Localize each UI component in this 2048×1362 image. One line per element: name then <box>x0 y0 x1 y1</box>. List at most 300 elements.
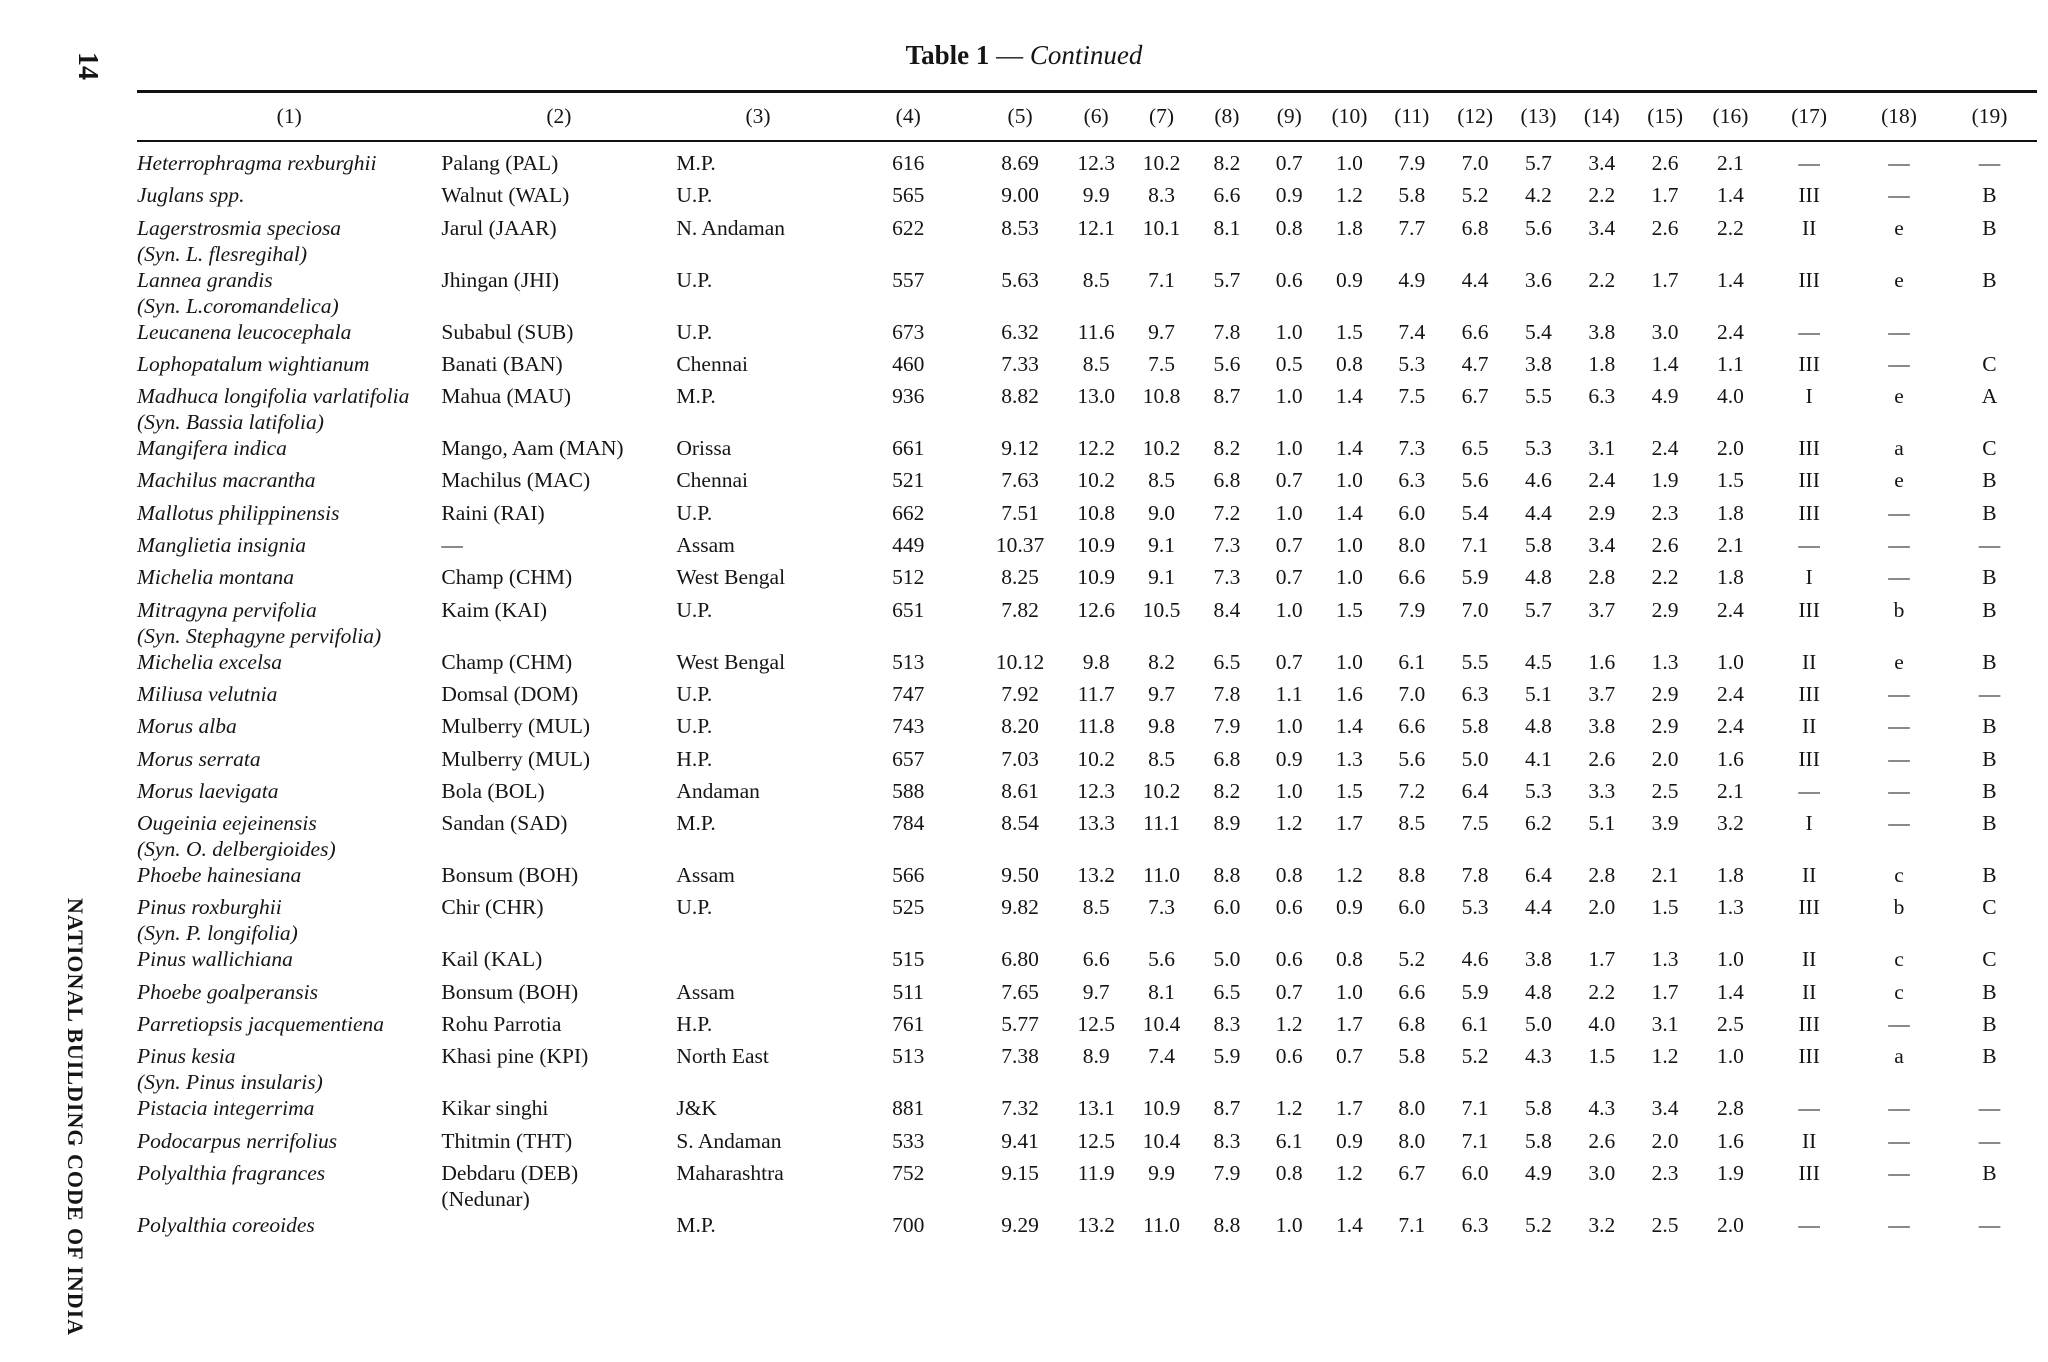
value-cell-col-9: 1.2 <box>1275 1096 1303 1121</box>
value-cell-col-15: 2.6 <box>1651 215 1679 240</box>
value-cell-col-6: 13.1 <box>1077 1096 1115 1121</box>
value-cell-col-13: 4.4 <box>1525 895 1552 920</box>
value-cell-col-6: 12.5 <box>1077 1012 1115 1037</box>
locality-cell: Assam <box>676 533 735 558</box>
value-cell-col-17: III <box>1798 746 1820 771</box>
value-cell-col-6: 12.2 <box>1077 436 1115 461</box>
species-name: Leucanena leucocephala <box>137 319 352 344</box>
value-cell-col-16: 3.2 <box>1717 811 1744 836</box>
column-header-16: (16) <box>1712 103 1749 128</box>
value-cell-col-19: — <box>1978 1212 2001 1237</box>
value-cell-col-4: 449 <box>892 533 925 558</box>
value-cell-col-15: 2.3 <box>1651 500 1679 525</box>
value-cell-col-15: 2.0 <box>1651 746 1679 771</box>
value-cell-col-17: III <box>1798 500 1820 525</box>
trade-name-cell <box>441 649 676 681</box>
table-row <box>137 267 2035 319</box>
value-cell-col-19: B <box>1982 215 1997 240</box>
value-cell-col-6: 11.9 <box>1077 1160 1115 1185</box>
value-cell-col-11: 6.6 <box>1398 565 1426 590</box>
value-cell-col-10: 1.0 <box>1336 151 1363 175</box>
table-row <box>137 649 2035 681</box>
trade-name-cell <box>441 1095 676 1127</box>
trade-name-cell <box>441 564 676 596</box>
value-cell-col-14: 2.0 <box>1588 895 1616 920</box>
value-cell-col-13: 4.4 <box>1525 500 1552 525</box>
trade-name: Bonsum (BOH) <box>441 979 579 1004</box>
value-cell-col-19: — <box>1978 1096 2001 1121</box>
value-cell-col-5: 9.50 <box>1001 863 1039 888</box>
locality-cell: M.P. <box>676 151 716 175</box>
value-cell-col-17: III <box>1798 468 1820 493</box>
locality-cell: U.P. <box>676 319 713 344</box>
column-header-18: (18) <box>1881 103 1917 128</box>
value-cell-col-5: 5.77 <box>1001 1012 1039 1037</box>
species-cell <box>137 746 441 778</box>
value-cell-col-7: 7.3 <box>1148 895 1175 920</box>
value-cell-col-18: e <box>1894 468 1904 493</box>
value-cell-col-17: — <box>1798 1096 1820 1121</box>
trade-name-cell <box>441 467 676 499</box>
value-cell-col-15: 3.4 <box>1651 1096 1679 1121</box>
value-cell-col-19: C <box>1982 895 1997 920</box>
value-cell-col-11: 4.9 <box>1398 267 1426 292</box>
trade-name: Khasi pine (KPI) <box>441 1044 589 1069</box>
value-cell-col-15: 2.5 <box>1651 778 1679 803</box>
locality-cell: Assam <box>676 863 735 888</box>
species-name: Michelia montana <box>137 565 295 590</box>
value-cell-col-12: 7.1 <box>1461 1128 1489 1153</box>
species-name: Juglans spp. <box>137 183 245 208</box>
value-cell-col-7: 5.6 <box>1148 947 1175 972</box>
value-cell-col-5: 9.12 <box>1001 436 1039 461</box>
value-cell-col-14: 1.7 <box>1588 947 1616 972</box>
value-cell-col-17: I <box>1805 565 1813 590</box>
value-cell-col-7: 10.4 <box>1142 1012 1181 1037</box>
value-cell-col-10: 1.5 <box>1336 597 1363 622</box>
value-cell-col-10: 1.2 <box>1336 183 1363 208</box>
value-cell-col-11: 6.6 <box>1398 714 1426 739</box>
value-cell-col-14: 4.3 <box>1588 1096 1616 1121</box>
species-cell <box>137 1212 441 1244</box>
value-cell-col-16: 2.1 <box>1717 151 1744 175</box>
table-row <box>137 467 2035 499</box>
value-cell-col-17: II <box>1801 649 1817 674</box>
value-cell-col-11: 7.9 <box>1398 597 1426 622</box>
trade-name: Champ (CHM) <box>441 565 573 590</box>
value-cell-col-13: 4.5 <box>1525 649 1552 674</box>
value-cell-col-9: 0.8 <box>1275 215 1303 240</box>
species-data-table <box>137 96 2035 1244</box>
value-cell-col-14: 2.2 <box>1588 267 1616 292</box>
value-cell-col-11: 8.0 <box>1398 1128 1426 1153</box>
species-name: Ougeinia eejeinensis <box>137 811 317 836</box>
value-cell-col-17: III <box>1798 895 1820 920</box>
value-cell-col-5: 8.25 <box>1001 565 1039 590</box>
value-cell-col-10: 1.7 <box>1336 1096 1363 1121</box>
value-cell-col-19: B <box>1982 778 1997 803</box>
value-cell-col-17: II <box>1801 215 1817 240</box>
value-cell-col-12: 6.3 <box>1461 1212 1489 1237</box>
value-cell-col-7: 7.1 <box>1148 267 1175 292</box>
value-cell-col-15: 1.7 <box>1651 979 1679 1004</box>
species-name: Mangifera indica <box>137 436 287 461</box>
value-cell-col-14: 2.8 <box>1588 863 1616 888</box>
value-cell-col-6: 8.5 <box>1082 351 1110 376</box>
table-row <box>137 979 2035 1011</box>
value-cell-col-12: 5.9 <box>1461 565 1489 590</box>
value-cell-col-8: 5.9 <box>1213 1044 1241 1069</box>
value-cell-col-14: 2.2 <box>1588 183 1616 208</box>
value-cell-col-7: 8.5 <box>1148 746 1175 771</box>
value-cell-col-19: B <box>1982 979 1997 1004</box>
value-cell-col-15: 2.5 <box>1651 1212 1679 1237</box>
table-row <box>137 215 2035 267</box>
value-cell-col-4: 784 <box>892 811 925 836</box>
value-cell-col-4: 936 <box>892 384 925 409</box>
value-cell-col-7: 11.1 <box>1143 811 1180 836</box>
species-name: Madhuca longifolia varlatifolia <box>137 384 410 409</box>
table-row <box>137 778 2035 810</box>
value-cell-col-7: 9.8 <box>1148 714 1175 739</box>
value-cell-col-10: 0.8 <box>1336 947 1363 972</box>
table-row <box>137 351 2035 383</box>
value-cell-col-8: 8.7 <box>1213 384 1241 409</box>
value-cell-col-14: 3.8 <box>1588 319 1616 344</box>
value-cell-col-12: 5.9 <box>1461 979 1489 1004</box>
value-cell-col-6: 8.9 <box>1082 1044 1110 1069</box>
value-cell-col-17: — <box>1798 319 1820 344</box>
value-cell-col-14: 3.2 <box>1588 1212 1616 1237</box>
value-cell-col-12: 4.7 <box>1461 351 1489 376</box>
locality-cell: West Bengal <box>676 565 786 590</box>
value-cell-col-19: B <box>1982 267 1997 292</box>
trade-name: Rohu Parrotia <box>441 1012 562 1037</box>
locality-cell: U.P. <box>676 183 713 208</box>
value-cell-col-7: 9.1 <box>1148 565 1175 590</box>
value-cell-col-12: 5.4 <box>1461 500 1489 525</box>
value-cell-col-6: 13.2 <box>1077 863 1115 888</box>
value-cell-col-11: 6.6 <box>1398 979 1426 1004</box>
species-cell <box>137 810 441 862</box>
value-cell-col-6: 11.7 <box>1077 681 1115 706</box>
value-cell-col-9: 1.0 <box>1275 1212 1303 1237</box>
table-row <box>137 810 2035 862</box>
locality-cell: U.P. <box>676 895 713 920</box>
value-cell-col-17: I <box>1805 811 1813 836</box>
locality-cell: U.P. <box>676 500 713 525</box>
value-cell-col-9: 1.0 <box>1275 714 1303 739</box>
locality-cell: North East <box>676 1044 769 1069</box>
locality-cell: Chennai <box>676 468 748 493</box>
value-cell-col-7: 10.2 <box>1142 436 1181 461</box>
value-cell-col-7: 10.2 <box>1142 151 1181 175</box>
value-cell-col-19: A <box>1981 384 1998 409</box>
value-cell-col-17: III <box>1798 1160 1820 1185</box>
value-cell-col-7: 9.7 <box>1148 319 1175 344</box>
value-cell-col-19: B <box>1982 500 1997 525</box>
trade-name: Mulberry (MUL) <box>441 714 591 739</box>
value-cell-col-11: 8.5 <box>1398 811 1426 836</box>
value-cell-col-8: 8.7 <box>1213 1096 1241 1121</box>
value-cell-col-8: 8.2 <box>1213 151 1241 175</box>
value-cell-col-19: B <box>1982 183 1997 208</box>
value-cell-col-15: 1.9 <box>1651 468 1679 493</box>
value-cell-col-17: — <box>1798 533 1820 558</box>
value-cell-col-7: 8.2 <box>1148 649 1175 674</box>
value-cell-col-18: e <box>1894 215 1904 240</box>
value-cell-col-16: 2.1 <box>1717 778 1744 803</box>
value-cell-col-7: 10.8 <box>1142 384 1181 409</box>
value-cell-col-10: 1.3 <box>1336 746 1363 771</box>
value-cell-col-6: 10.2 <box>1077 746 1115 771</box>
value-cell-col-5: 9.00 <box>1001 183 1039 208</box>
value-cell-col-9: 0.5 <box>1275 351 1303 376</box>
table-row <box>137 1043 2035 1095</box>
value-cell-col-9: 0.7 <box>1275 649 1303 674</box>
value-cell-col-12: 6.7 <box>1461 384 1489 409</box>
table-top-rule <box>137 90 2037 93</box>
value-cell-col-17: III <box>1798 183 1820 208</box>
species-cell <box>137 1011 441 1043</box>
value-cell-col-19: B <box>1982 1160 1997 1185</box>
trade-name-cell <box>441 435 676 467</box>
value-cell-col-4: 661 <box>892 436 925 461</box>
value-cell-col-17: III <box>1798 351 1820 376</box>
value-cell-col-4: 700 <box>892 1212 925 1237</box>
species-name: Lannea grandis <box>137 267 273 292</box>
value-cell-col-4: 657 <box>892 746 925 771</box>
value-cell-col-11: 6.8 <box>1398 1012 1426 1037</box>
column-header-9: (9) <box>1276 103 1302 128</box>
value-cell-col-6: 12.1 <box>1077 215 1115 240</box>
value-cell-col-15: 1.4 <box>1651 351 1679 376</box>
species-cell <box>137 383 441 435</box>
value-cell-col-15: 2.6 <box>1651 151 1679 175</box>
value-cell-col-10: 1.6 <box>1336 681 1363 706</box>
value-cell-col-9: 0.8 <box>1275 863 1303 888</box>
value-cell-col-8: 8.3 <box>1213 1012 1241 1037</box>
value-cell-col-13: 4.8 <box>1525 565 1552 590</box>
value-cell-col-8: 7.8 <box>1213 681 1241 706</box>
species-name: Morus laevigata <box>137 778 279 803</box>
value-cell-col-16: 2.0 <box>1717 436 1744 461</box>
value-cell-col-15: 2.9 <box>1651 714 1679 739</box>
value-cell-col-13: 4.8 <box>1525 979 1552 1004</box>
value-cell-col-5: 9.82 <box>1001 895 1039 920</box>
value-cell-col-18: — <box>1888 565 1910 590</box>
species-name: Heterrophragma rexburghii <box>137 151 377 175</box>
trade-name-cell <box>441 215 676 267</box>
species-cell <box>137 351 441 383</box>
value-cell-col-17: III <box>1798 681 1820 706</box>
value-cell-col-10: 1.5 <box>1336 778 1363 803</box>
value-cell-col-13: 3.8 <box>1525 947 1552 972</box>
locality-cell: U.P. <box>676 267 713 292</box>
trade-name-cell <box>441 383 676 435</box>
value-cell-col-6: 13.0 <box>1077 384 1115 409</box>
value-cell-col-6: 13.3 <box>1077 811 1115 836</box>
species-name: Lophopatalum wightianum <box>137 351 370 376</box>
value-cell-col-7: 10.5 <box>1142 597 1181 622</box>
value-cell-col-8: 6.8 <box>1213 468 1241 493</box>
value-cell-col-9: 0.7 <box>1275 533 1303 558</box>
table-row <box>137 681 2035 713</box>
species-name: Pinus roxburghii <box>137 895 282 920</box>
value-cell-col-15: 3.0 <box>1651 319 1679 344</box>
value-cell-col-4: 511 <box>892 979 924 1004</box>
column-header-4: (4) <box>895 103 921 128</box>
value-cell-col-19: — <box>1978 533 2001 558</box>
value-cell-col-19: C <box>1982 947 1997 972</box>
value-cell-col-16: 2.4 <box>1717 319 1744 344</box>
value-cell-col-4: 881 <box>892 1096 925 1121</box>
trade-name-cell <box>441 1212 676 1244</box>
value-cell-col-16: 1.5 <box>1717 468 1744 493</box>
trade-name: Champ (CHM) <box>441 649 573 674</box>
value-cell-col-10: 1.5 <box>1336 319 1363 344</box>
value-cell-col-17: II <box>1801 979 1817 1004</box>
value-cell-col-18: c <box>1894 863 1904 888</box>
value-cell-col-17: II <box>1801 714 1817 739</box>
value-cell-col-19: B <box>1982 714 1997 739</box>
value-cell-col-9: 0.7 <box>1275 979 1303 1004</box>
value-cell-col-4: 513 <box>892 649 925 674</box>
value-cell-col-8: 7.9 <box>1213 1160 1241 1185</box>
species-name: Pinus kesia <box>137 1044 236 1069</box>
value-cell-col-4: 460 <box>892 351 925 376</box>
column-header-19: (19) <box>1971 103 2008 128</box>
species-synonym: (Syn. P. longifolia) <box>137 921 298 946</box>
table-row <box>137 746 2035 778</box>
value-cell-col-10: 0.8 <box>1336 351 1363 376</box>
trade-name-cell <box>441 319 676 351</box>
value-cell-col-10: 1.4 <box>1336 1212 1363 1237</box>
value-cell-col-11: 5.8 <box>1398 1044 1426 1069</box>
value-cell-col-15: 2.6 <box>1651 533 1679 558</box>
value-cell-col-11: 7.9 <box>1398 151 1426 175</box>
trade-name: Walnut (WAL) <box>441 183 570 208</box>
value-cell-col-12: 6.1 <box>1461 1012 1489 1037</box>
value-cell-col-7: 7.4 <box>1148 1044 1175 1069</box>
value-cell-col-13: 5.8 <box>1525 533 1552 558</box>
species-name: Mallotus philippinensis <box>137 500 340 525</box>
locality-cell: N. Andaman <box>676 215 786 240</box>
value-cell-col-12: 7.1 <box>1461 1096 1489 1121</box>
value-cell-col-18: — <box>1888 183 1910 208</box>
value-cell-col-5: 5.63 <box>1001 267 1039 292</box>
value-cell-col-12: 6.6 <box>1461 319 1489 344</box>
value-cell-col-16: 1.8 <box>1717 565 1744 590</box>
value-cell-col-7: 9.0 <box>1148 500 1175 525</box>
value-cell-col-14: 1.8 <box>1588 351 1616 376</box>
locality-cell: Orissa <box>676 436 732 461</box>
column-header-14: (14) <box>1583 103 1620 128</box>
trade-name-cell <box>441 500 676 532</box>
value-cell-col-9: 0.6 <box>1275 1044 1303 1069</box>
trade-name-cell <box>441 597 676 649</box>
value-cell-col-5: 7.38 <box>1001 1044 1039 1069</box>
species-cell <box>137 182 441 214</box>
value-cell-col-7: 10.2 <box>1142 778 1181 803</box>
value-cell-col-12: 6.8 <box>1461 215 1489 240</box>
value-cell-col-8: 8.4 <box>1213 597 1241 622</box>
value-cell-col-7: 8.3 <box>1148 183 1175 208</box>
species-synonym: (Syn. Pinus insularis) <box>137 1070 323 1095</box>
species-cell <box>137 215 441 267</box>
value-cell-col-14: 1.5 <box>1588 1044 1616 1069</box>
value-cell-col-16: 2.2 <box>1717 215 1744 240</box>
value-cell-col-10: 1.0 <box>1336 979 1363 1004</box>
value-cell-col-7: 9.9 <box>1148 1160 1175 1185</box>
value-cell-col-6: 10.9 <box>1077 565 1115 590</box>
side-running-title <box>63 898 118 1337</box>
value-cell-col-17: III <box>1798 436 1820 461</box>
value-cell-col-10: 1.4 <box>1336 500 1363 525</box>
table-row <box>137 319 2035 351</box>
value-cell-col-15: 4.9 <box>1651 384 1679 409</box>
value-cell-col-16: 1.0 <box>1717 947 1744 972</box>
table-row <box>137 182 2035 214</box>
value-cell-col-4: 533 <box>892 1128 925 1153</box>
value-cell-col-8: 7.2 <box>1213 500 1241 525</box>
value-cell-col-18: — <box>1888 1212 1910 1237</box>
locality-cell: H.P. <box>676 746 713 771</box>
species-name: Michelia excelsa <box>137 649 283 674</box>
value-cell-col-18: a <box>1894 1044 1904 1069</box>
value-cell-col-11: 7.1 <box>1398 1212 1426 1237</box>
value-cell-col-4: 743 <box>892 714 925 739</box>
locality-cell: Andaman <box>676 778 760 803</box>
value-cell-col-10: 1.7 <box>1336 811 1363 836</box>
value-cell-col-17: II <box>1801 947 1817 972</box>
value-cell-col-14: 2.9 <box>1588 500 1616 525</box>
value-cell-col-18: — <box>1888 533 1910 558</box>
value-cell-col-5: 8.69 <box>1001 151 1039 175</box>
value-cell-col-9: 6.1 <box>1275 1128 1303 1153</box>
value-cell-col-10: 1.0 <box>1336 649 1363 674</box>
column-header-13: (13) <box>1520 103 1557 128</box>
value-cell-col-7: 11.0 <box>1143 863 1180 888</box>
trade-name: Domsal (DOM) <box>441 681 579 706</box>
table-row <box>137 713 2035 745</box>
value-cell-col-7: 10.1 <box>1142 215 1181 240</box>
trade-name-cell <box>441 681 676 713</box>
trade-name: Jhingan (JHI) <box>441 267 560 292</box>
species-name: Miliusa velutnia <box>137 681 278 706</box>
value-cell-col-14: 3.0 <box>1588 1160 1616 1185</box>
value-cell-col-10: 1.4 <box>1336 714 1363 739</box>
species-synonym: (Syn. Bassia latifolia) <box>137 410 324 435</box>
table-row <box>137 1011 2035 1043</box>
table-title-label: Table 1 <box>905 40 990 70</box>
value-cell-col-17: I <box>1805 384 1813 409</box>
table-body <box>137 136 2035 1244</box>
value-cell-col-12: 6.5 <box>1461 436 1489 461</box>
value-cell-col-18: — <box>1888 746 1910 771</box>
table-row <box>137 946 2035 978</box>
value-cell-col-17: II <box>1801 863 1817 888</box>
value-cell-col-11: 7.2 <box>1398 778 1426 803</box>
column-header-7: (7) <box>1149 103 1175 128</box>
species-synonym: (Syn. L.coromandelica) <box>137 293 339 318</box>
value-cell-col-18: — <box>1888 681 1910 706</box>
value-cell-col-16: 4.0 <box>1717 384 1744 409</box>
trade-name-cell <box>441 1128 676 1160</box>
table-row <box>137 1160 2035 1212</box>
value-cell-col-11: 7.3 <box>1398 436 1426 461</box>
species-cell <box>137 1160 441 1212</box>
